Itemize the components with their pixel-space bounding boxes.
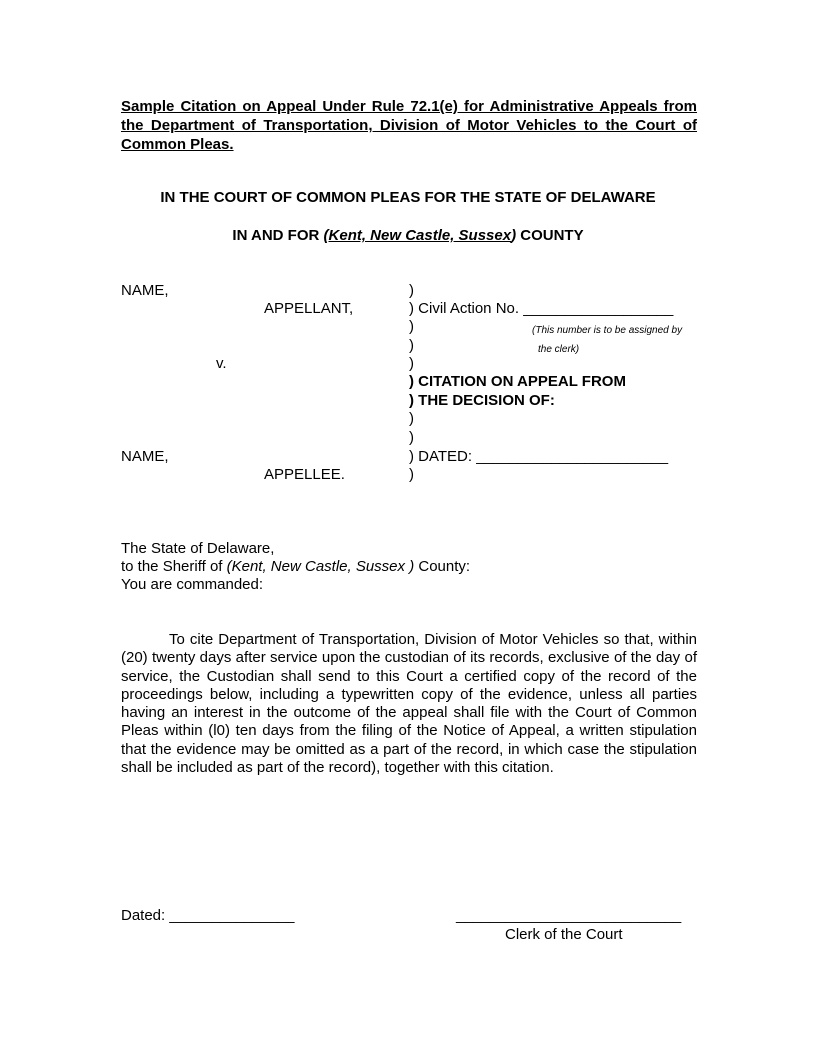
caption-paren: ) (409, 429, 414, 446)
caption-paren: ) (409, 318, 414, 335)
citation-title: ) CITATION ON APPEAL FROM (409, 373, 626, 390)
address-line (121, 558, 470, 576)
body-paragraph (121, 631, 697, 777)
appellant-name: NAME, (121, 282, 169, 299)
address-line: The State of Delaware, (121, 540, 275, 557)
civil-action-number: ) Civil Action No. __________________ (409, 300, 674, 317)
county-close-paren: ) (511, 227, 517, 244)
address-line: You are commanded: (121, 576, 264, 593)
address-suffix: County: (414, 558, 471, 575)
citation-title: ) THE DECISION OF: (409, 392, 555, 409)
assign-note: the clerk) (538, 344, 580, 355)
appellee-role: APPELLEE. (264, 466, 345, 483)
county-suffix: COUNTY (516, 227, 584, 244)
caption-paren: ) (409, 410, 414, 427)
court-title: IN THE COURT OF COMMON PLEAS FOR THE STATE OF DELAWARE (160, 189, 656, 206)
document-heading: Sample Citation on Appeal Under Rule 72.1(e) for Administrative Appeals from the Department of Transportation, Division of Motor Vehicles to the Court of Common Pleas. (121, 98, 697, 153)
appellant-role: APPELLANT, (264, 300, 354, 317)
dated-field: ) DATED: _______________________ (409, 448, 669, 465)
county-open-paren: ( (323, 227, 329, 244)
caption-paren: ) (409, 355, 414, 372)
appellee-name: NAME, (121, 448, 169, 465)
assign-note: (This number is to be assigned by (532, 325, 683, 336)
signature-line: ___________________________ (456, 907, 682, 924)
versus-label: v. (216, 355, 227, 372)
caption-paren: ) (409, 337, 414, 354)
caption-paren: ) (409, 466, 414, 483)
caption-paren: ) (409, 282, 414, 299)
county-prefix: IN AND FOR (232, 227, 324, 244)
address-prefix: to the Sheriff of (121, 558, 227, 575)
body-text: To cite Department of Transportation, Division of Motor Vehicles so that, within (20) twenty days after service upon the custodian of its records, exclusive of the day of service, the Custodian shall send to this Court a certified copy of the record of the proceedings below, including a typewritten copy of the evidence, unless all parties having an interest in the outcome of the appeal shall file with the Court of Common Pleas within (l0) ten days from the filing of the Notice of Appeal, a written stipulation that the evidence may be omitted as a part of the record, in which case the stipulation shall be included as part of the record), together with this citation. (121, 631, 697, 777)
county-names: Kent, New Castle, Sussex (328, 227, 512, 244)
clerk-label: Clerk of the Court (505, 926, 623, 943)
address-counties: (Kent, New Castle, Sussex ) (226, 558, 415, 575)
signature-dated: Dated: _______________ (121, 907, 295, 924)
county-line (0, 227, 816, 245)
